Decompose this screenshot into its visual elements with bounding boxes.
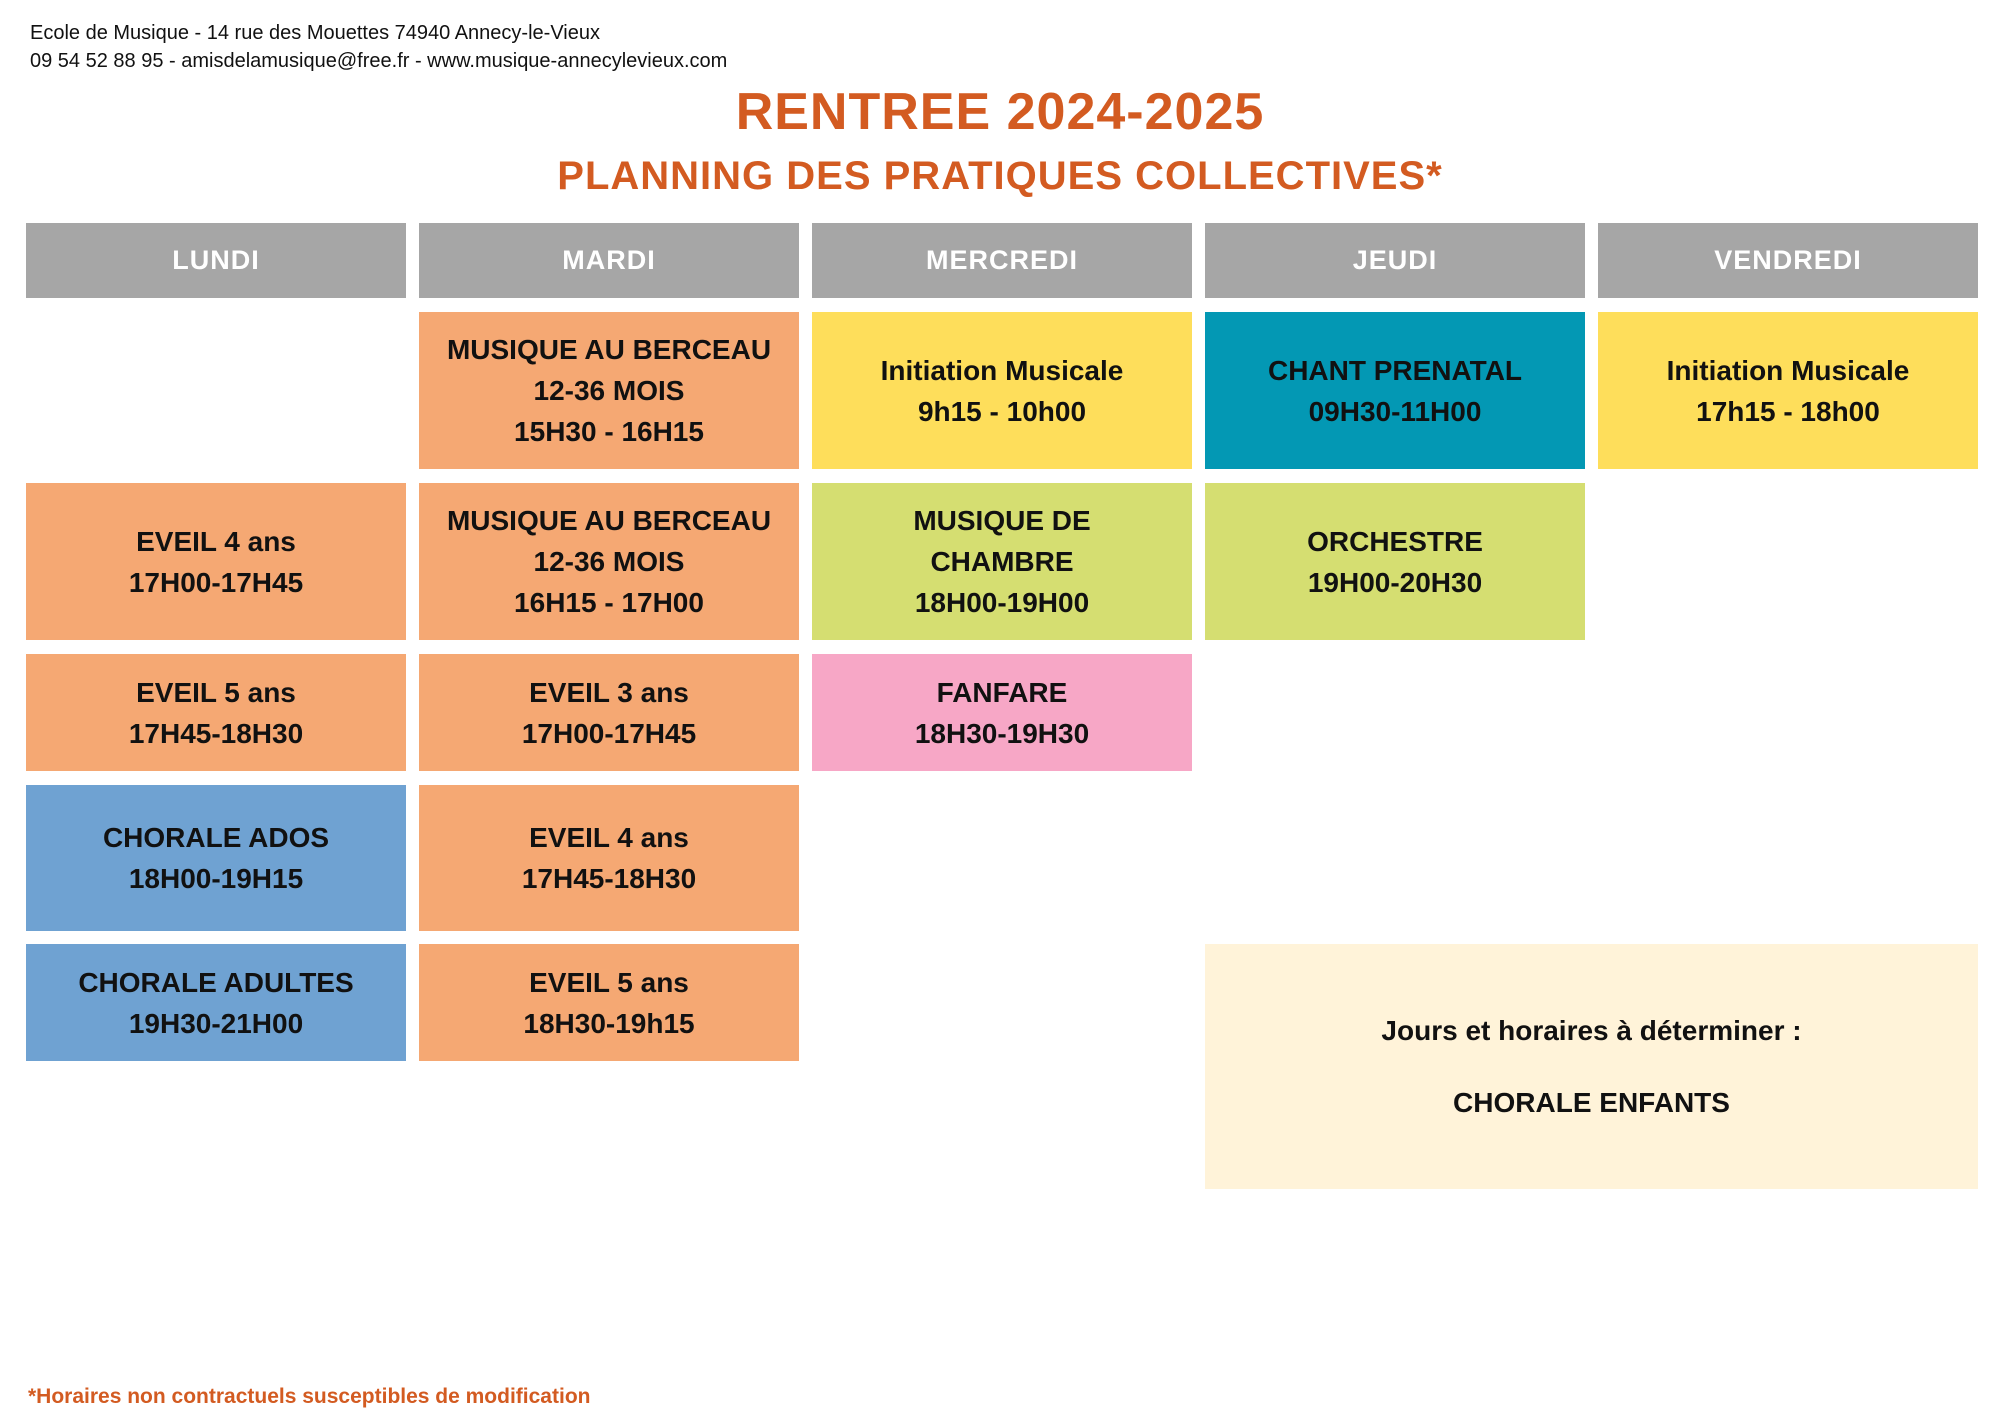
activity-musique-au-berceau-2 xyxy=(419,483,799,640)
page-title: RENTREE 2024-2025 xyxy=(735,83,1265,141)
school-address: Ecole de Musique - 14 rue des Mouettes 74940 Annecy-le-Vieux xyxy=(30,22,600,44)
activity-initiation-musicale-mercredi xyxy=(812,312,1192,469)
activity-name: CHORALE ADULTES xyxy=(78,966,354,998)
activity-name: EVEIL 5 ans xyxy=(136,676,296,708)
activity-time: 17H00-17H45 xyxy=(521,717,697,749)
activity-eveil-3-ans xyxy=(419,654,799,771)
tbd-heading: Jours et horaires à déterminer : xyxy=(1381,1014,1802,1046)
activity-time: 19H00-20H30 xyxy=(1307,566,1483,598)
activity-initiation-musicale-vendredi xyxy=(1598,312,1978,469)
activity-name: MUSIQUE AU BERCEAU xyxy=(446,334,772,365)
activity-name: MUSIQUE AU BERCEAU xyxy=(446,505,772,536)
school-contact: 09 54 52 88 95 - amisdelamusique@free.fr - www.musique-annecylevieux.com xyxy=(30,50,728,72)
footnote: *Horaires non contractuels susceptibles de modification xyxy=(28,1385,591,1408)
activity-time: 17H45-18H30 xyxy=(128,717,304,749)
activity-name: CHANT PRENATAL xyxy=(1267,354,1523,386)
activity-musique-au-berceau-1 xyxy=(419,312,799,469)
activity-musique-de-chambre xyxy=(812,483,1192,640)
activity-time: 18H00-19H00 xyxy=(914,587,1090,618)
activity-name: Initiation Musicale xyxy=(1666,354,1910,386)
activity-name: Initiation Musicale xyxy=(880,354,1124,386)
activity-age: 12-36 MOIS xyxy=(533,546,685,577)
activity-time: 17H00-17H45 xyxy=(128,566,304,598)
activity-eveil-5-ans-lundi xyxy=(26,654,406,771)
activity-chant-prenatal xyxy=(1205,312,1585,469)
page-subtitle: PLANNING DES PRATIQUES COLLECTIVES* xyxy=(557,154,1443,198)
activity-name: MUSIQUE DE xyxy=(913,505,1091,536)
activity-time: 18H30-19h15 xyxy=(523,1007,695,1039)
day-header-mercredi: MERCREDI xyxy=(812,223,1192,298)
activity-time: 15H30 - 16H15 xyxy=(514,416,704,447)
tbd-box xyxy=(1205,944,1978,1189)
activity-age: 12-36 MOIS xyxy=(533,375,685,406)
activity-fanfare xyxy=(812,654,1192,771)
activity-name: EVEIL 4 ans xyxy=(136,525,296,557)
day-header-jeudi: JEUDI xyxy=(1205,223,1585,298)
activity-time: 09H30-11H00 xyxy=(1308,395,1482,427)
activity-time: 18H00-19H15 xyxy=(128,863,304,894)
day-header-vendredi: VENDREDI xyxy=(1598,223,1978,298)
activity-eveil-5-ans-mardi xyxy=(419,944,799,1061)
activity-time: 17H45-18H30 xyxy=(521,863,697,894)
activity-chorale-adultes xyxy=(26,944,406,1061)
activity-name: CHORALE ADOS xyxy=(102,822,330,853)
activity-time: 9h15 - 10h00 xyxy=(917,395,1087,427)
activity-time: 17h15 - 18h00 xyxy=(1696,395,1880,427)
activity-time: 19H30-21H00 xyxy=(128,1007,304,1039)
activity-time: 16H15 - 17H00 xyxy=(514,587,704,618)
activity-name: ORCHESTRE xyxy=(1307,525,1483,557)
activity-name: EVEIL 5 ans xyxy=(529,966,689,998)
activity-name: FANFARE xyxy=(936,676,1068,708)
day-header-mardi: MARDI xyxy=(419,223,799,298)
activity-name: EVEIL 3 ans xyxy=(529,676,689,708)
tbd-item: CHORALE ENFANTS xyxy=(1453,1086,1730,1118)
activity-chorale-ados xyxy=(26,785,406,931)
activity-orchestre xyxy=(1205,483,1585,640)
activity-time: 18H30-19H30 xyxy=(914,717,1090,749)
activity-name-cont: CHAMBRE xyxy=(930,546,1074,577)
activity-eveil-4-ans-lundi xyxy=(26,483,406,640)
day-header-lundi: LUNDI xyxy=(26,223,406,298)
activity-name: EVEIL 4 ans xyxy=(529,822,689,853)
activity-eveil-4-ans-mardi xyxy=(419,785,799,931)
